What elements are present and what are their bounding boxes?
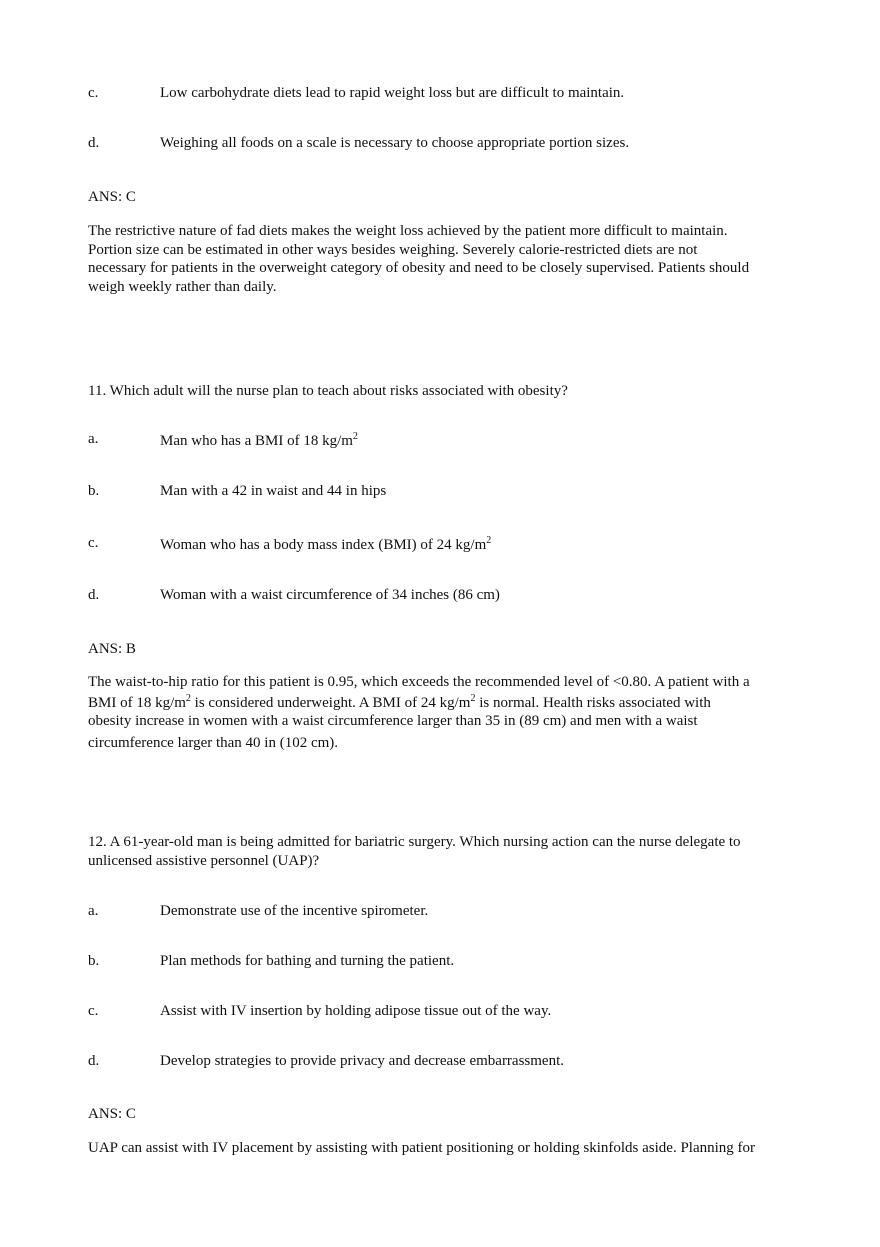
rationale-line: circumference larger than 40 in (102 cm). (88, 734, 339, 751)
option-text-c: Low carbohydrate diets lead to rapid weight loss but are difficult to maintain. (160, 85, 625, 101)
answer-key: ANS: C (88, 1106, 136, 1122)
rationale-line: The waist-to-hip ratio for this patient is 0.95, which exceeds the recommended level of <0.80. A patient with a (88, 674, 750, 690)
option-letter-c: c. (88, 1003, 99, 1019)
option-letter-b: b. (88, 483, 100, 499)
option-text-c: Assist with IV insertion by holding adipose tissue out of the way. (160, 1003, 552, 1019)
option-text-a: Demonstrate use of the incentive spirometer. (160, 903, 429, 919)
question-stem (88, 833, 808, 870)
question-stem: 11. Which adult will the nurse plan to teach about risks associated with obesity? (88, 383, 568, 399)
option-text-b: Man with a 42 in waist and 44 in hips (160, 483, 387, 499)
rationale-line: UAP can assist with IV placement by assisting with patient positioning or holding skinfolds aside. Planning for (88, 1140, 756, 1156)
option-letter-d: d. (88, 1053, 100, 1069)
rationale-text: BMI of 18 kg/m (88, 694, 186, 711)
option-letter-a: a. (88, 431, 99, 447)
rationale-line: The restrictive nature of fad diets makes the weight loss achieved by the patient more difficult to maintain. (88, 223, 728, 239)
rationale-paragraph (88, 1139, 796, 1158)
option-text-b: Plan methods for bathing and turning the patient. (160, 953, 455, 969)
option-text-d: Develop strategies to provide privacy and decrease embarrassment. (160, 1053, 565, 1069)
rationale-text: is normal. Health risks associated with (475, 694, 711, 711)
rationale-line: weigh weekly rather than daily. (88, 278, 277, 295)
rationale-paragraph (88, 673, 808, 752)
option-letter-c: c. (88, 85, 99, 101)
rationale-line: obesity increase in women with a waist circumference larger than 35 in (89 cm) and men with a waist (88, 713, 698, 729)
superscript: 2 (185, 692, 191, 704)
rationale-line (88, 694, 808, 713)
option-letter-d: d. (88, 135, 100, 151)
option-letter-c: c. (88, 535, 99, 551)
rationale-text: is considered underweight. A BMI of 24 kg/m (190, 694, 471, 711)
option-text-d: Weighing all foods on a scale is necessary to choose appropriate portion sizes. (160, 135, 630, 151)
rationale-line: Portion size can be estimated in other ways besides weighing. Severely calorie-restricted diets are not (88, 241, 698, 258)
option-text: Man who has a BMI of 18 kg/m (160, 433, 353, 449)
superscript: 2 (486, 535, 492, 546)
option-letter-a: a. (88, 903, 99, 919)
option-text: Woman who has a body mass index (BMI) of 24 kg/m (160, 537, 487, 553)
option-text-d: Woman with a waist circumference of 34 inches (86 cm) (160, 587, 500, 603)
option-text-a (160, 432, 358, 450)
question-line: unlicensed assistive personnel (UAP)? (88, 852, 320, 869)
answer-key: ANS: C (88, 189, 136, 205)
option-letter-d: d. (88, 587, 100, 603)
rationale-paragraph (88, 222, 808, 296)
rationale-line: necessary for patients in the overweight category of obesity and need to be closely supervised. Patients should (88, 260, 750, 276)
option-text-c (160, 536, 491, 554)
superscript: 2 (470, 692, 476, 704)
superscript: 2 (352, 431, 358, 442)
answer-key: ANS: B (88, 641, 136, 657)
option-letter-b: b. (88, 953, 100, 969)
question-line: 12. A 61-year-old man is being admitted for bariatric surgery. Which nursing action can the nurse delegate to (88, 834, 741, 850)
